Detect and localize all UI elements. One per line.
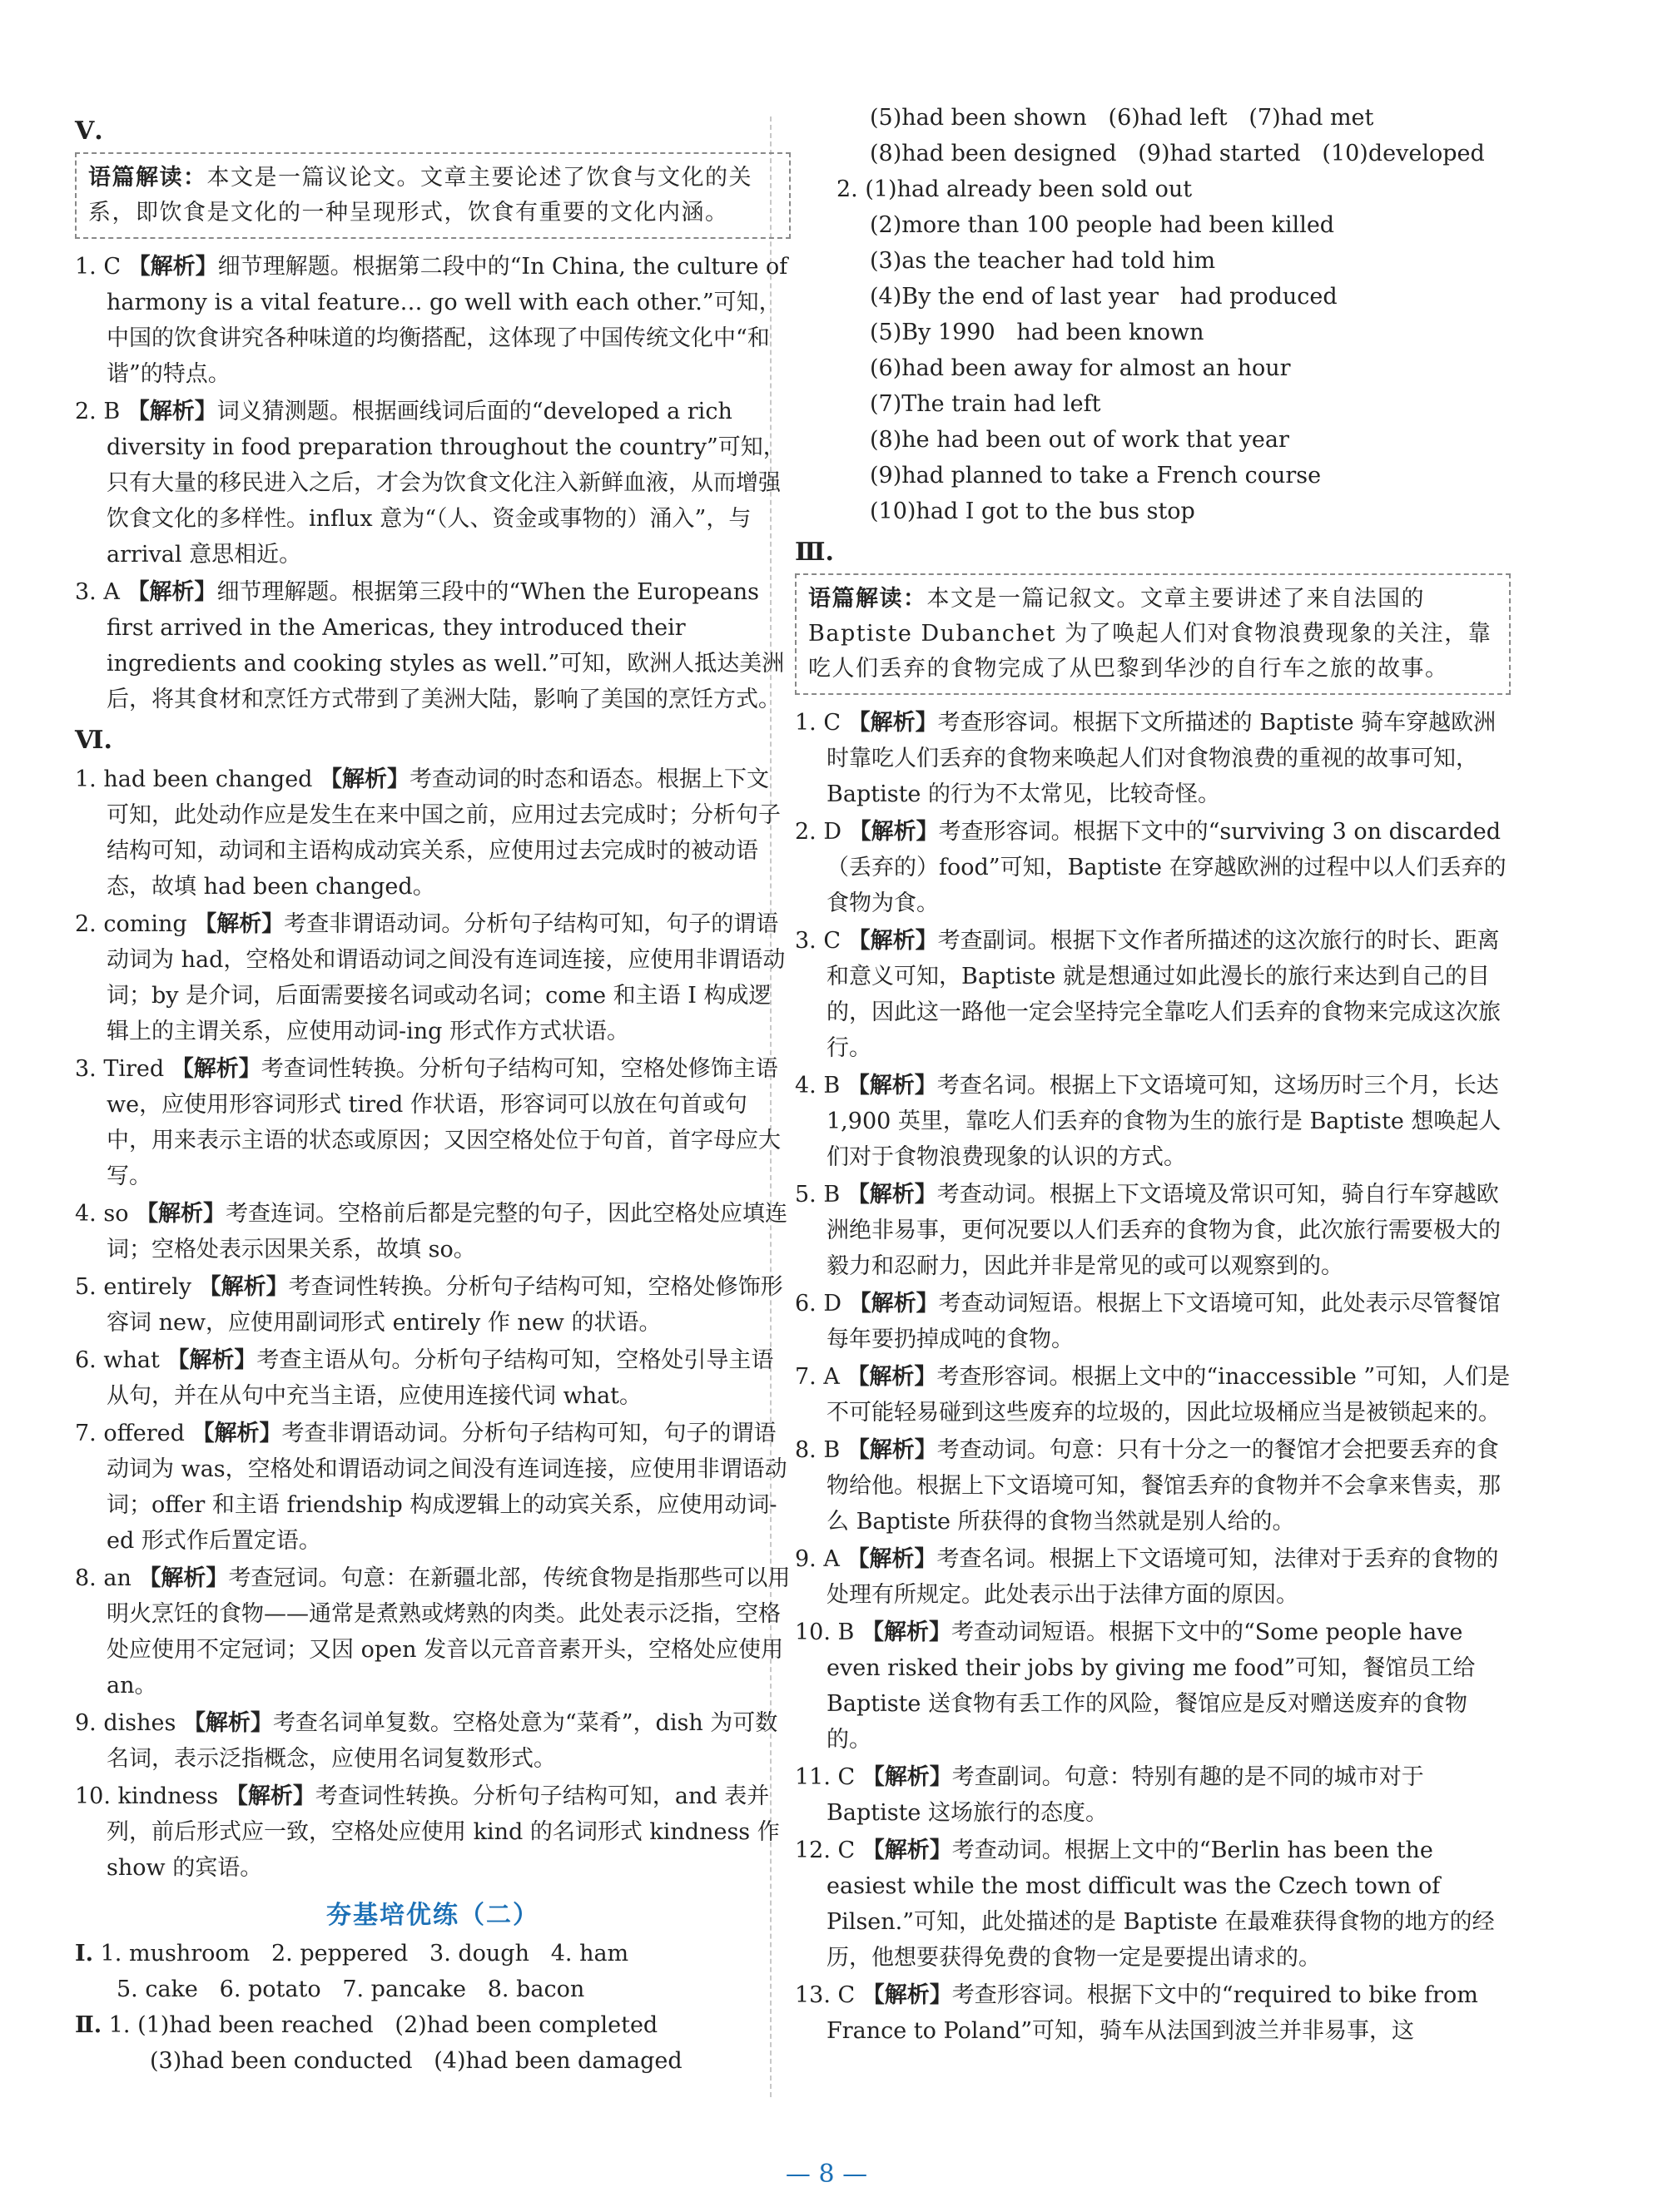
analysis-tag: 【解析】 (191, 1421, 282, 1446)
answer-item (795, 1541, 1511, 1613)
answer-item (75, 1560, 791, 1704)
answer-row: (8)had been designed (9)had started (10)developed (870, 141, 1485, 166)
analysis-text: 考查名词。根据上下文语境可知，法律对于丢弃的食物的处理有所规定。此处表示出于法律方面的原因。 (826, 1546, 1499, 1608)
reading-text: 本文是一篇议论文。文章主要论述了饮食与文化的关系，即饮食是文化的一种呈现形式，饮食有重要的文化内涵。 (88, 165, 752, 226)
section-ii-row (75, 2007, 791, 2043)
analysis-tag: 【解析】 (127, 579, 217, 605)
analysis-tag: 【解析】 (846, 1364, 937, 1390)
answer-row: (5)had been shown (6)had left (7)had met (870, 105, 1374, 131)
answer-item (795, 814, 1511, 921)
section-ii-2-list (795, 207, 1511, 529)
answer-key: 4. so (75, 1201, 129, 1227)
analysis-text: 考查非谓语动词。分析句子结构可知，句子的谓语动词为 had，空格处和谓语动词之间没有连词连接，应使用非谓语动词；by 是介词，后面需要接名词或动名词；come 和主语 I 构成逻辑上的主谓关系，应使用动词-ing 形式作方式状语。 (107, 911, 786, 1044)
analysis-tag: 【解析】 (225, 1783, 315, 1809)
answer-key: 3. A (75, 579, 120, 605)
answer-item (75, 1342, 791, 1414)
answer-key: 6. D (795, 1291, 841, 1317)
analysis-text: 考查形容词。根据下文中的“surviving 3 on discarded（丢弃的）food”可知，Baptiste 在穿越欧洲的过程中以人们丢弃的食物为食。 (826, 819, 1507, 916)
section-ii-heading: Ⅱ. (75, 2012, 102, 2038)
analysis-text: 考查词性转换。分析句子结构可知，空格处修饰形容词 new，应使用副词形式 entirely 作 new 的状语。 (107, 1274, 783, 1336)
analysis-text: 考查动词。根据上文中的“Berlin has been the easiest while the most difficult was the Czech town of Pilsen.”可知，此处描述的是 Baptiste 在最难获得食物的地方的经历，他想要获得免费的食物一定是要提出请求的。 (826, 1838, 1495, 1971)
analysis-tag: 【解析】 (127, 399, 217, 424)
answer-key: 4. B (795, 1073, 841, 1099)
section-ii-answers-2: (3)had been conducted (4)had been damaged (150, 2048, 683, 2074)
analysis-tag: 【解析】 (166, 1347, 257, 1373)
analysis-text: 考查非谓语动词。分析句子结构可知，句子的谓语动词为 was，空格处和谓语动词之间没有连词连接，应使用非谓语动词；offer 和主语 friendship 构成逻辑上的动宾关系，应使用动词-ed 形式作后置定语。 (107, 1421, 787, 1554)
answer-key: 1. had been changed (75, 766, 313, 792)
answer-item (795, 1359, 1511, 1431)
answer-row: (10)had I got to the bus stop (870, 498, 1195, 524)
answer-item (75, 574, 791, 717)
answer-key: 13. C (795, 1982, 856, 2008)
answer-key: 1. C (75, 254, 122, 280)
analysis-tag: 【解析】 (320, 766, 410, 792)
section-ii-continued (795, 100, 1511, 171)
analysis-tag: 【解析】 (861, 1619, 951, 1645)
analysis-text: 考查词性转换。分析句子结构可知，and 表并列，前后形式应一致，空格处应使用 kind 的名词形式 kindness 作 show 的宾语。 (107, 1783, 780, 1881)
answer-row: (3)as the teacher had told him (870, 248, 1216, 274)
answer-key: 5. B (795, 1182, 841, 1208)
answer-row: (4)By the end of last year had produced (870, 284, 1338, 310)
reading-label: 语篇解读： (808, 586, 927, 612)
answer-key: 1. C (795, 710, 841, 736)
reading-label: 语篇解读： (88, 165, 207, 191)
answer-key: 2. coming (75, 911, 187, 937)
answer-row: (2)more than 100 people had been killed (870, 212, 1335, 238)
section-iii-heading: Ⅲ. (795, 538, 834, 567)
analysis-tag: 【解析】 (138, 1565, 229, 1591)
analysis-tag: 【解析】 (194, 911, 285, 937)
analysis-text: 考查名词单复数。空格处意为“菜肴”，dish 为可数名词，表示泛指概念，应使用名词复数形式。 (107, 1710, 778, 1772)
analysis-text: 考查副词。根据下文作者所描述的这次旅行的时长、距离和意义可知，Baptiste 就是想通过如此漫长的旅行来达到自己的目的，因此这一路他一定会坚持完全靠吃人们丢弃的食物来完成这次旅行。 (826, 928, 1501, 1061)
answer-key: 11. C (795, 1764, 856, 1790)
section-v-heading: Ⅴ. (75, 117, 103, 146)
answer-key: 6. what (75, 1347, 160, 1373)
analysis-tag: 【解析】 (846, 1546, 937, 1572)
answer-item (795, 1759, 1511, 1831)
answer-row: (8)he had been out of work that year (870, 427, 1289, 453)
answer-item (75, 394, 791, 573)
answer-item (795, 923, 1511, 1066)
analysis-tag: 【解析】 (171, 1056, 261, 1082)
answer-row: (9)had planned to take a French course (870, 463, 1322, 489)
analysis-text: 细节理解题。根据第二段中的“In China, the culture of harmony is a vital feature… go well with each other.”可知，中国的饮食讲究各种味道的均衡搭配，这体现了中国传统文化中“和谐”的特点。 (107, 254, 788, 387)
analysis-text: 考查形容词。根据下文中的“required to bike from France to Poland”可知，骑车从法国到波兰并非易事，这 (826, 1982, 1478, 2044)
answer-item (795, 1177, 1511, 1284)
analysis-text: 考查连词。空格前后都是完整的句子，因此空格处应填连词；空格处表示因果关系，故填 so。 (107, 1201, 788, 1262)
answer-item (75, 1416, 791, 1559)
section-ii-answers-1: 1. (1)had been reached (2)had been completed (108, 2012, 658, 2038)
answer-key: 2. B (75, 399, 121, 424)
answer-item (795, 1432, 1511, 1540)
analysis-text: 考查动词短语。根据下文中的“Some people have even risked their jobs by giving me food”可知，餐馆员工给 Baptiste 送食物有丢工作的风险，餐馆应是反对赠送废弃的食物的。 (826, 1619, 1476, 1753)
answer-key: 5. entirely (75, 1274, 191, 1300)
analysis-text: 考查动词短语。根据上下文语境可知，此处表示尽管餐馆每年要扔掉成吨的食物。 (826, 1291, 1501, 1352)
reading-text: 本文是一篇记叙文。文章主要讲述了来自法国的 Baptiste Dubanchet 为了唤起人们对食物浪费现象的关注，靠吃人们丢弃的食物完成了从巴黎到华沙的自行车之旅的故事。 (808, 586, 1492, 682)
answer-item (75, 1196, 791, 1267)
right-column (795, 100, 1511, 2051)
analysis-text: 考查副词。句意：特别有趣的是不同的城市对于 Baptiste 这场旅行的态度。 (826, 1764, 1424, 1826)
answer-key: 10. kindness (75, 1783, 219, 1809)
analysis-tag: 【解析】 (861, 1764, 952, 1790)
analysis-tag: 【解析】 (136, 1201, 226, 1227)
answer-item (795, 1977, 1511, 2049)
section-i-row (75, 1936, 791, 1971)
analysis-text: 考查名词。根据上下文语境可知，这场历时三个月，长达 1,900 英里，靠吃人们丢弃的食物为生的旅行是 Baptiste 想唤起人们对于食物浪费现象的认识的方式。 (826, 1073, 1502, 1170)
analysis-tag: 【解析】 (198, 1274, 289, 1300)
analysis-text: 细节理解题。根据第三段中的“When the Europeans first arrived in the Americas, they introduced their ingredients and cooking styles as well.”可知，欧洲人抵达美洲后，将其食材和烹饪方式带到了美洲大陆，影响了美国的烹饪方式。 (107, 579, 785, 712)
section-v-list (75, 249, 791, 717)
answer-row: (6)had been away for almost an hour (870, 355, 1291, 381)
analysis-tag: 【解析】 (861, 1982, 952, 2008)
exercise-title: 夯基培优练（二） (326, 1901, 539, 1930)
analysis-tag: 【解析】 (861, 1838, 952, 1863)
section-i-heading: Ⅰ. (75, 1941, 94, 1966)
analysis-text: 词义猜测题。根据画线词后面的“developed a rich diversity in food preparation throughout the country”可知，只有大量的移民进入之后，才会为饮食文化注入新鲜血液，从而增强饮食文化的多样性。influx 意为“（人、资金或事物的）涌入”，与 arrival 意思相近。 (107, 399, 786, 568)
analysis-tag: 【解析】 (847, 710, 938, 736)
answer-key: 10. B (795, 1619, 855, 1645)
answer-key: 3. C (795, 928, 841, 954)
analysis-tag: 【解析】 (127, 254, 218, 280)
answer-key: 7. A (795, 1364, 840, 1390)
analysis-text: 考查主语从句。分析句子结构可知，空格处引导主语从句，并在从句中充当主语，应使用连接代词 what。 (107, 1347, 774, 1409)
answer-item (795, 1614, 1511, 1758)
analysis-text: 考查形容词。根据上文中的“inaccessible ”可知，人们是不可能轻易碰到这些废弃的垃圾的，因此垃圾桶应当是被锁起来的。 (826, 1364, 1511, 1426)
answer-key: 3. Tired (75, 1056, 165, 1082)
analysis-text: 考查动词的时态和语态。根据上下文可知，此处动作应是发生在来中国之前，应用过去完成时；分析句子结构可知，动词和主语构成动宾关系，应使用过去完成时的被动语态，故填 had been changed。 (107, 766, 781, 900)
analysis-text: 考查词性转换。分析句子结构可知，空格处修饰主语 we，应使用形容词形式 tired 作状语，形容词可以放在句首或句中，用来表示主语的状态或原因；又因空格处位于句首，首字母应大写。 (107, 1056, 781, 1189)
answer-item (75, 1051, 791, 1194)
analysis-text: 考查冠词。句意：在新疆北部，传统食物是指那些可以用明火烹饪的食物——通常是煮熟或烤熟的肉类。此处表示泛指，空格处应使用不定冠词；又因 open 发音以元音音素开头，空格处应使用 an。 (107, 1565, 791, 1699)
answer-item (75, 906, 791, 1049)
analysis-tag: 【解析】 (846, 1437, 937, 1463)
section-i-answers-2: 5. cake 6. potato 7. pancake 8. bacon (117, 1976, 585, 2002)
answer-key: 8. B (795, 1437, 841, 1463)
analysis-text: 考查形容词。根据下文所描述的 Baptiste 骑车穿越欧洲时靠吃人们丢弃的食物来唤起人们对食物浪费的重视的故事可知，Baptiste 的行为不太常见，比较奇怪。 (826, 710, 1497, 807)
answer-key: 9. A (795, 1546, 840, 1572)
answer-row: (7)The train had left (870, 391, 1101, 417)
answer-key: 12. C (795, 1838, 856, 1863)
section-vi-heading: Ⅵ. (75, 726, 112, 755)
answer-item (75, 1269, 791, 1341)
section-i-answers-1: 1. mushroom 2. peppered 3. dough 4. ham (100, 1941, 629, 1966)
answer-key: 2. D (795, 819, 841, 845)
reading-summary-v (75, 152, 791, 239)
answer-item (795, 705, 1511, 812)
analysis-tag: 【解析】 (847, 928, 938, 954)
reading-summary-iii (795, 573, 1511, 695)
analysis-tag: 【解析】 (848, 1291, 939, 1317)
answer-item (795, 1286, 1511, 1357)
answer-item (75, 1778, 791, 1886)
answer-item (795, 1068, 1511, 1175)
analysis-tag: 【解析】 (846, 1182, 937, 1208)
answer-item (75, 1705, 791, 1777)
left-column (75, 108, 791, 2079)
analysis-text: 考查动词。句意：只有十分之一的餐馆才会把要丢弃的食物给他。根据上下文语境可知，餐馆丢弃的食物并不会拿来售卖，那么 Baptiste 所获得的食物当然就是别人给的。 (826, 1437, 1501, 1535)
analysis-tag: 【解析】 (182, 1710, 273, 1736)
section-iii-list (795, 705, 1511, 2049)
answer-key: 9. dishes (75, 1710, 176, 1736)
answer-item (795, 1833, 1511, 1976)
page-number: — 8 — (785, 2160, 868, 2189)
section-vi-list (75, 761, 791, 1886)
section-ii-2-head: 2. (1)had already been sold out (836, 176, 1193, 202)
analysis-tag: 【解析】 (848, 819, 939, 845)
answer-key: 7. offered (75, 1421, 185, 1446)
answer-row: (5)By 1990 had been known (870, 320, 1204, 345)
answer-item (75, 249, 791, 392)
analysis-tag: 【解析】 (846, 1073, 937, 1099)
answer-item (75, 761, 791, 905)
analysis-text: 考查动词。根据上下文语境及常识可知，骑自行车穿越欧洲绝非易事，更何况要以人们丢弃的食物为食，此次旅行需要极大的毅力和忍耐力，因此并非是常见的或可以观察到的。 (826, 1182, 1501, 1279)
answer-key: 8. an (75, 1565, 132, 1591)
